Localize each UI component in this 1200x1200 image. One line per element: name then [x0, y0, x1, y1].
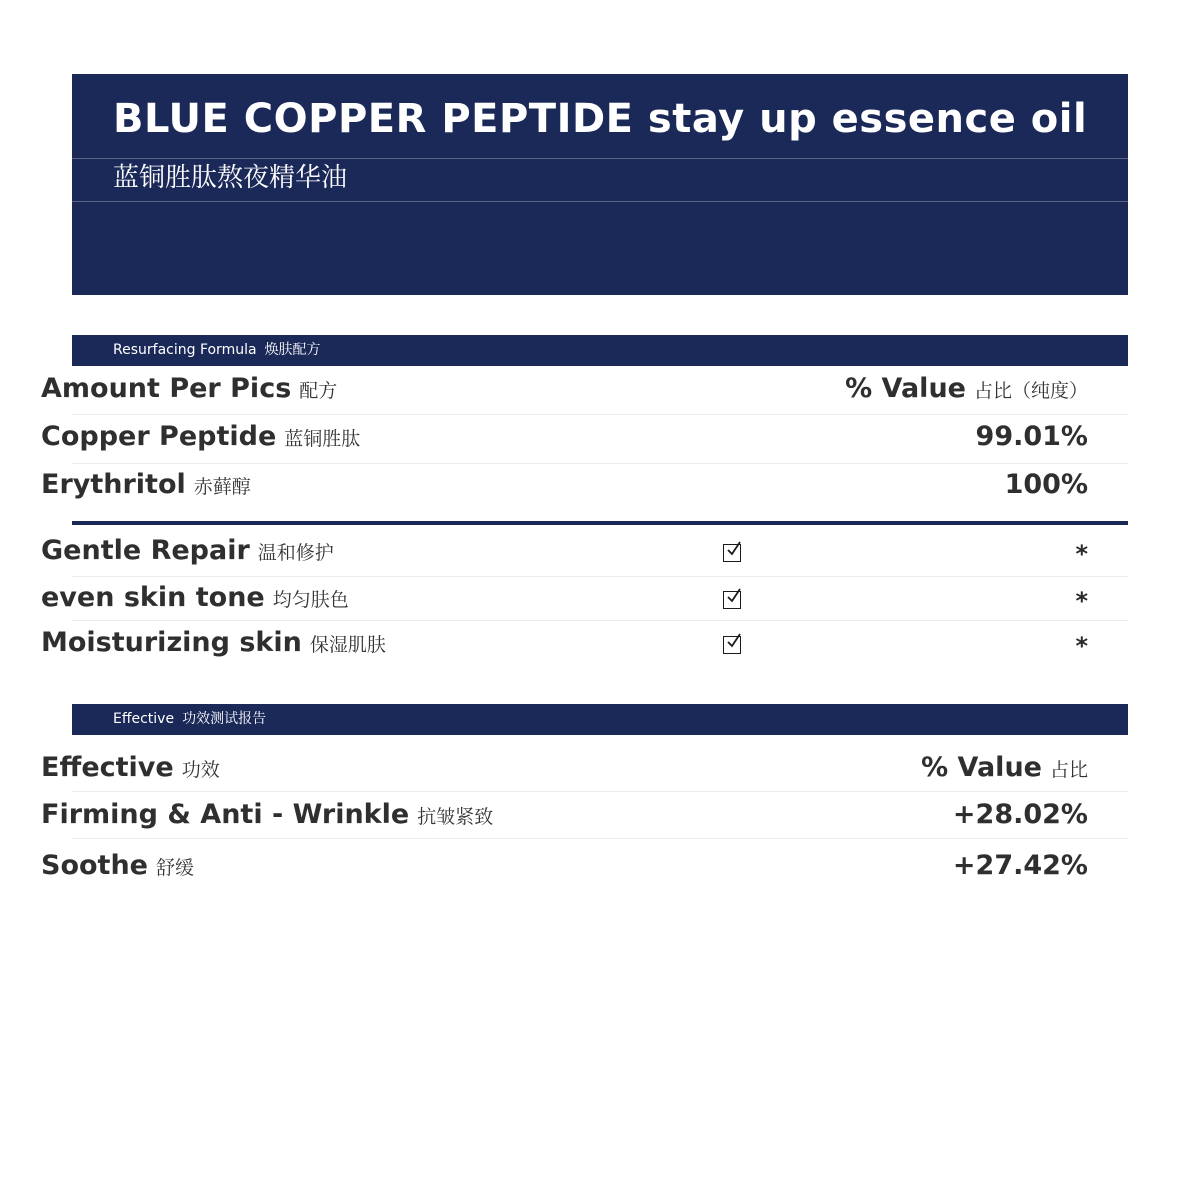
row-divider — [72, 463, 1128, 464]
benefit-label — [41, 582, 349, 613]
product-subtitle-cn: 蓝铜胜肽熬夜精华油 — [113, 163, 348, 193]
effective-header-label — [41, 752, 220, 783]
header-divider — [72, 201, 1128, 202]
formula-header-value-en: % Value — [845, 373, 966, 404]
row-divider — [72, 576, 1128, 577]
formula-bar-label: Resurfacing Formula — [113, 342, 257, 358]
effect-label — [41, 850, 194, 881]
benefit-name: Moisturizing skin — [41, 627, 302, 658]
effect-value: +28.02% — [952, 799, 1088, 830]
checked-box-icon — [723, 544, 741, 562]
product-title: BLUE COPPER PEPTIDE stay up essence oil — [113, 96, 1088, 142]
formula-bar-label-cn: 焕肤配方 — [264, 342, 321, 358]
effect-name-cn: 舒缓 — [156, 857, 195, 879]
ingredient-value: 99.01% — [975, 421, 1088, 452]
benefit-name-cn: 保湿肌肤 — [309, 634, 386, 656]
checked-box-icon — [723, 591, 741, 609]
benefit-label — [41, 535, 334, 566]
effect-value: +27.42% — [952, 850, 1088, 881]
formula-header-label — [41, 373, 337, 404]
row-divider — [72, 791, 1128, 792]
ingredient-name-cn: 蓝铜胜肽 — [284, 428, 361, 450]
benefit-label — [41, 627, 386, 658]
section-divider-thick — [72, 521, 1128, 525]
ingredient-name: Erythritol — [41, 469, 186, 500]
formula-header-label-en: Amount Per Pics — [41, 373, 292, 404]
ingredient-name: Copper Peptide — [41, 421, 277, 452]
ingredient-value: 100% — [1004, 469, 1088, 500]
product-header — [72, 74, 1128, 295]
formula-section-bar — [72, 335, 1128, 366]
checked-box-icon — [723, 636, 741, 654]
effect-label — [41, 799, 493, 830]
benefit-name: Gentle Repair — [41, 535, 250, 566]
effective-bar-label: Effective — [113, 711, 175, 727]
effective-bar-label-cn: 功效测试报告 — [182, 711, 267, 727]
benefit-name: even skin tone — [41, 582, 265, 613]
formula-header-value-cn: 占比（纯度） — [973, 380, 1088, 402]
benefit-name-cn: 均匀肤色 — [272, 589, 349, 611]
ingredient-label — [41, 469, 251, 500]
header-divider — [72, 158, 1128, 159]
ingredient-name-cn: 赤藓醇 — [193, 476, 251, 498]
row-divider — [72, 414, 1128, 415]
effective-header-value — [921, 752, 1088, 783]
effective-header-value-en: % Value — [921, 752, 1042, 783]
benefit-name-cn: 温和修护 — [257, 542, 334, 564]
ingredient-label — [41, 421, 360, 452]
benefit-mark: * — [1075, 540, 1088, 568]
row-divider — [72, 838, 1128, 839]
benefit-mark: * — [1075, 632, 1088, 660]
effective-header-label-cn: 功效 — [181, 759, 220, 781]
effective-header-label-en: Effective — [41, 752, 174, 783]
effective-header-value-cn: 占比 — [1049, 759, 1088, 781]
effect-name: Soothe — [41, 850, 148, 881]
effect-name: Firming & Anti - Wrinkle — [41, 799, 410, 830]
effective-section-bar — [72, 704, 1128, 735]
formula-header-label-cn: 配方 — [299, 380, 338, 402]
formula-header-value — [845, 373, 1088, 404]
benefit-mark: * — [1075, 587, 1088, 615]
effect-name-cn: 抗皱紧致 — [417, 806, 494, 828]
row-divider — [72, 620, 1128, 621]
